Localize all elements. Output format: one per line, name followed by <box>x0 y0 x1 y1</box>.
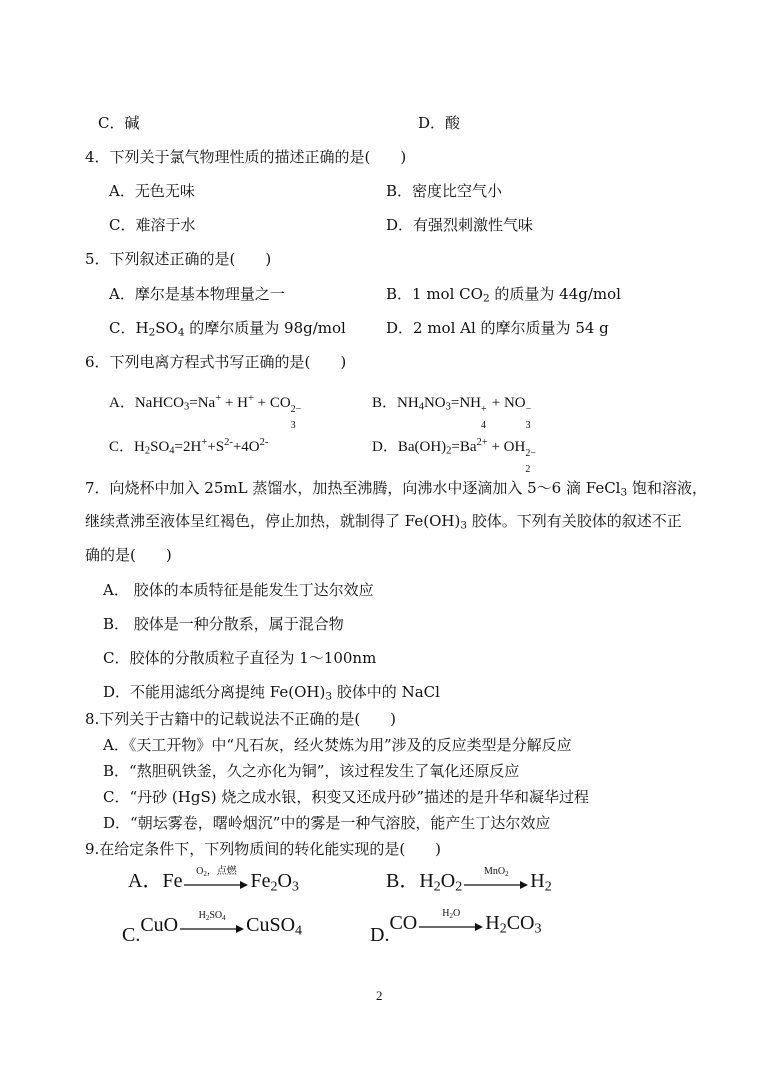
q9-option-b: B．$H_2O_2$ MnO$_2$ $H_2$ <box>386 866 552 895</box>
q6-stem: 6．下列电离方程式书写正确的是( ) <box>85 353 347 371</box>
q5-option-d: D．2 mol Al 的摩尔质量为 54 g <box>386 319 609 337</box>
q6-option-d: D．$Ba(OH)_2=Ba^{2+}$ + OH 2− 2 <box>372 437 536 475</box>
q6-option-b: B．$NH_4NO_3=NH$ + 4 + NO − 3 <box>372 395 532 431</box>
q7-option-a: A． 胶体的本质特征是能发生丁达尔效应 <box>103 581 374 599</box>
q8-stem: 8.下列关于古籍中的记载说法不正确的是( ) <box>85 710 397 728</box>
q9-option-a: A．Fe $O_2$，点燃 $Fe_2O_3$ <box>128 866 299 895</box>
q8-option-d: D．“朝坛雾卷，曙岭烟沉”中的雾是一种气溶胶，能产生丁达尔效应 <box>103 814 551 832</box>
q8-option-a: A．《天工开物》中“凡石灰，经火焚炼为用”涉及的反应类型是分解反应 <box>103 736 572 754</box>
q8-option-c: C．“丹砂 (HgS) 烧之成水银，积变又还成丹砂”描述的是升华和凝华过程 <box>103 788 590 806</box>
q4-option-a: A．无色无味 <box>109 182 195 200</box>
page-number: 2 <box>376 988 383 1003</box>
q4-stem: 4．下列关于氯气物理性质的描述正确的是( ) <box>85 148 407 166</box>
q9-option-d: D.CO $H_2O$ $H_2CO_3$ <box>370 908 542 946</box>
q9-option-c: C.CuO $H_2SO_4$ CuSO$_4$ <box>122 910 303 946</box>
reaction-arrow-b: MnO$_2$ <box>464 870 528 894</box>
q7-option-d: D．不能用滤纸分离提纯 $Fe(OH)_3$ 胶体中的 NaCl <box>103 683 440 703</box>
q5-option-b: B．1 mol $CO_2$ 的质量为 44g/mol <box>386 285 621 305</box>
q5-stem: 5．下列叙述正确的是( ) <box>85 250 272 268</box>
reaction-arrow-c: $H_2SO_4$ <box>180 914 244 938</box>
q6-option-a: A．NaHCO$_3$=Na+ + H+ + CO 2− 3 <box>109 393 302 431</box>
q7-stem-line-3: 确的是( ) <box>85 546 172 564</box>
q9-stem: 9.在给定条件下，下列物质间的转化能实现的是( ) <box>85 840 442 858</box>
reaction-arrow-a: $O_2$，点燃 <box>184 870 248 894</box>
q4-option-d: D．有强烈刺激性气味 <box>386 216 534 234</box>
q5-option-c: C．$H_2SO_4$ 的摩尔质量为 98g/mol <box>109 319 346 339</box>
q6-option-c: C．$H_2SO_4=2H^++S^{2-}+4O^{2-}$ <box>109 437 269 457</box>
q8-option-b: B．“熬胆矾铁釜，久之亦化为铜”，该过程发生了氧化还原反应 <box>103 762 520 780</box>
reaction-arrow-d: $H_2O$ <box>419 912 483 936</box>
q4-option-b: B．密度比空气小 <box>386 182 503 200</box>
q5-option-a: A．摩尔是基本物理量之一 <box>109 285 285 303</box>
q7-option-b: B． 胶体是一种分散系，属于混合物 <box>103 615 344 633</box>
q4-option-c: C．难溶于水 <box>109 216 196 234</box>
q7-option-c: C．胶体的分散质粒子直径为 1～100nm <box>103 649 377 667</box>
q7-stem-line-2: 继续煮沸至液体呈红褐色，停止加热，就制得了 $Fe(OH)_3$ 胶体。下列有关胶体的叙述不正 <box>85 512 682 532</box>
q3-option-c: C．碱 <box>98 114 140 132</box>
q7-stem-line-1: 7．向烧杯中加入 25mL 蒸馏水，加热至沸腾，向沸水中逐滴加入 5～6 滴 FeCl$_3$ 饱和溶液， <box>85 479 707 499</box>
q3-option-d: D．酸 <box>418 114 461 132</box>
